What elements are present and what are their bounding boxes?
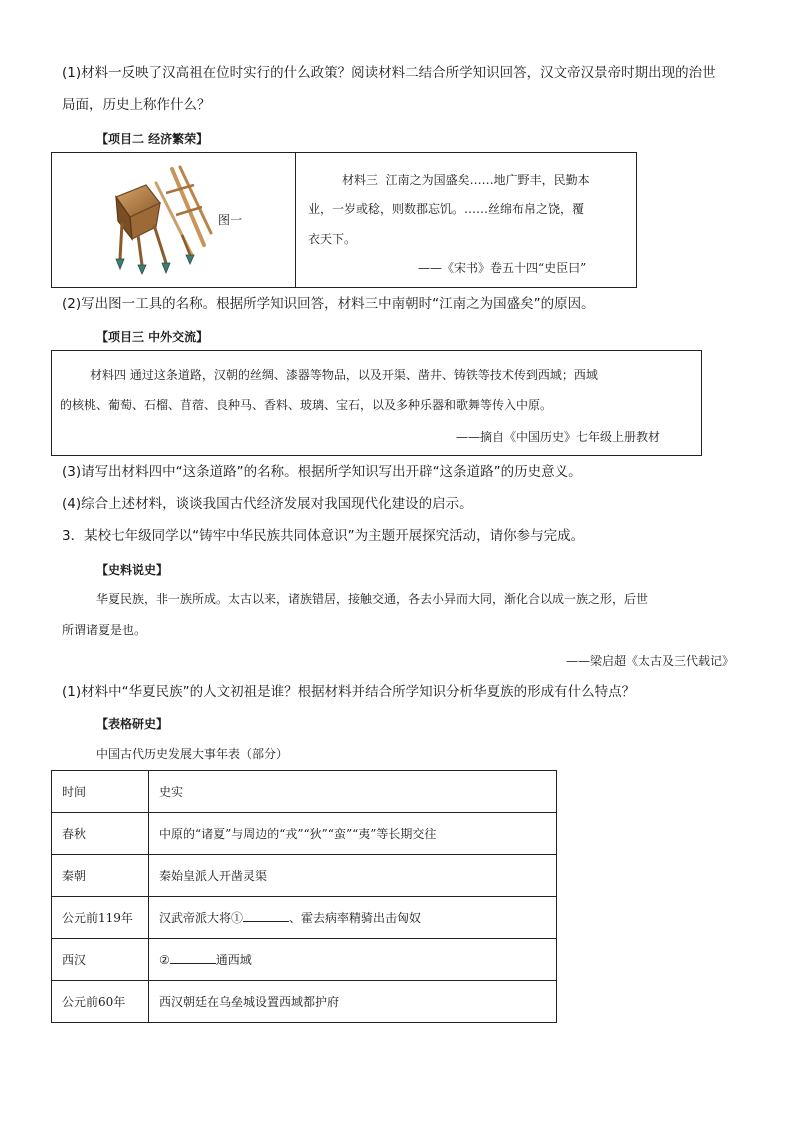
col-header-fact: 史实 bbox=[149, 771, 557, 813]
material-3-text-1: 江南之为国盛矣……地广野丰，民勤本 bbox=[385, 173, 590, 187]
row-time: 公元前60年 bbox=[52, 981, 149, 1023]
seed-drill-image bbox=[98, 163, 213, 275]
table-header-row bbox=[52, 771, 557, 813]
material-3-title: 材料三 bbox=[342, 173, 379, 187]
question-1-line-2: 局面，历史上称作什么？ bbox=[62, 97, 211, 113]
question-1-huaxia: (1)材料中“华夏民族”的人文初祖是谁？根据材料并结合所学知识分析华夏族的形成有什么特点？ bbox=[62, 684, 636, 700]
row-time: 秦朝 bbox=[52, 855, 149, 897]
row-time: 春秋 bbox=[52, 813, 149, 855]
history-header: 【史料说史】 bbox=[96, 563, 169, 577]
material-4-line-1: 材料四 通过这条道路，汉朝的丝绸、漆器等物品，以及开渠、凿井、铸铁等技术传到西域；西域 bbox=[90, 368, 598, 382]
project-3-material-box bbox=[51, 350, 702, 456]
material-3-line-3: 衣天下。 bbox=[308, 232, 357, 246]
material-3-source: ——《宋书》卷五十四“史臣曰” bbox=[418, 261, 587, 275]
history-source: ——梁启超《太古及三代载记》 bbox=[566, 654, 735, 668]
table-caption: 中国古代历史发展大事年表（部分） bbox=[96, 747, 289, 761]
question-3: (3)请写出材料四中“这条道路”的名称。根据所学知识写出开辟“这条道路”的历史意义。 bbox=[62, 464, 582, 480]
col-header-time: 时间 bbox=[52, 771, 149, 813]
box-divider bbox=[295, 153, 296, 287]
question-4: (4)综合上述材料，谈谈我国古代经济发展对我国现代化建设的启示。 bbox=[62, 496, 473, 512]
row-fact: 秦始皇派人开凿灵渠 bbox=[149, 855, 557, 897]
material-3-line-1 bbox=[342, 171, 590, 188]
project-3-header: 【项目三 中外交流】 bbox=[96, 330, 209, 344]
row-fact bbox=[149, 897, 557, 939]
history-line-2: 所谓诸夏是也。 bbox=[62, 623, 147, 637]
table-row bbox=[52, 855, 557, 897]
table-section-header: 【表格研史】 bbox=[96, 717, 169, 731]
row-fact: 中原的“诸夏”与周边的“戎”“狄”“蛮”“夷”等长期交往 bbox=[149, 813, 557, 855]
material-3-line-2: 业，一岁或稔，则数郡忘饥。……丝绵布帛之饶，覆 bbox=[308, 202, 585, 216]
table-row bbox=[52, 939, 557, 981]
material-4-source: ——摘自《中国历史》七年级上册教材 bbox=[456, 430, 661, 444]
project-2-header: 【项目二 经济繁荣】 bbox=[96, 132, 209, 146]
table-row bbox=[52, 981, 557, 1023]
question-2: (2)写出图一工具的名称。根据所学知识回答，材料三中南朝时“江南之为国盛矣”的原因。 bbox=[62, 296, 595, 312]
fact-suffix: 、霍去病率精骑出击匈奴 bbox=[289, 911, 422, 925]
figure-1-label: 图一 bbox=[218, 213, 243, 227]
question-1-line-1: (1)材料一反映了汉高祖在位时实行的什么政策？阅读材料二结合所学知识回答，汉文帝汉景帝时期出现的治世 bbox=[62, 65, 716, 81]
fact-suffix: 通西域 bbox=[215, 953, 252, 967]
answer-blank-1[interactable] bbox=[243, 909, 289, 922]
row-fact: 西汉朝廷在乌垒城设置西域都护府 bbox=[149, 981, 557, 1023]
history-line-1: 华夏民族，非一族所成。太古以来，诸族错居，接触交通，各去小异而大同，渐化合以成一族之形，后世 bbox=[96, 592, 649, 606]
row-time: 西汉 bbox=[52, 939, 149, 981]
row-fact bbox=[149, 939, 557, 981]
table-row bbox=[52, 897, 557, 939]
question-main-3: 3．某校七年级同学以“铸牢中华民族共同体意识”为主题开展探究活动，请你参与完成。 bbox=[62, 528, 585, 544]
answer-blank-2[interactable] bbox=[170, 951, 216, 964]
events-table bbox=[51, 770, 557, 1023]
row-time: 公元前119年 bbox=[52, 897, 149, 939]
material-4-line-2: 的核桃、葡萄、石榴、苜蓿、良种马、香料、玻璃、宝石，以及多种乐器和歌舞等传入中原。 bbox=[60, 398, 553, 412]
project-2-material-box bbox=[51, 152, 637, 288]
fact-prefix: ② bbox=[159, 953, 170, 967]
fact-prefix: 汉武帝派大将① bbox=[159, 911, 244, 925]
table-row bbox=[52, 813, 557, 855]
